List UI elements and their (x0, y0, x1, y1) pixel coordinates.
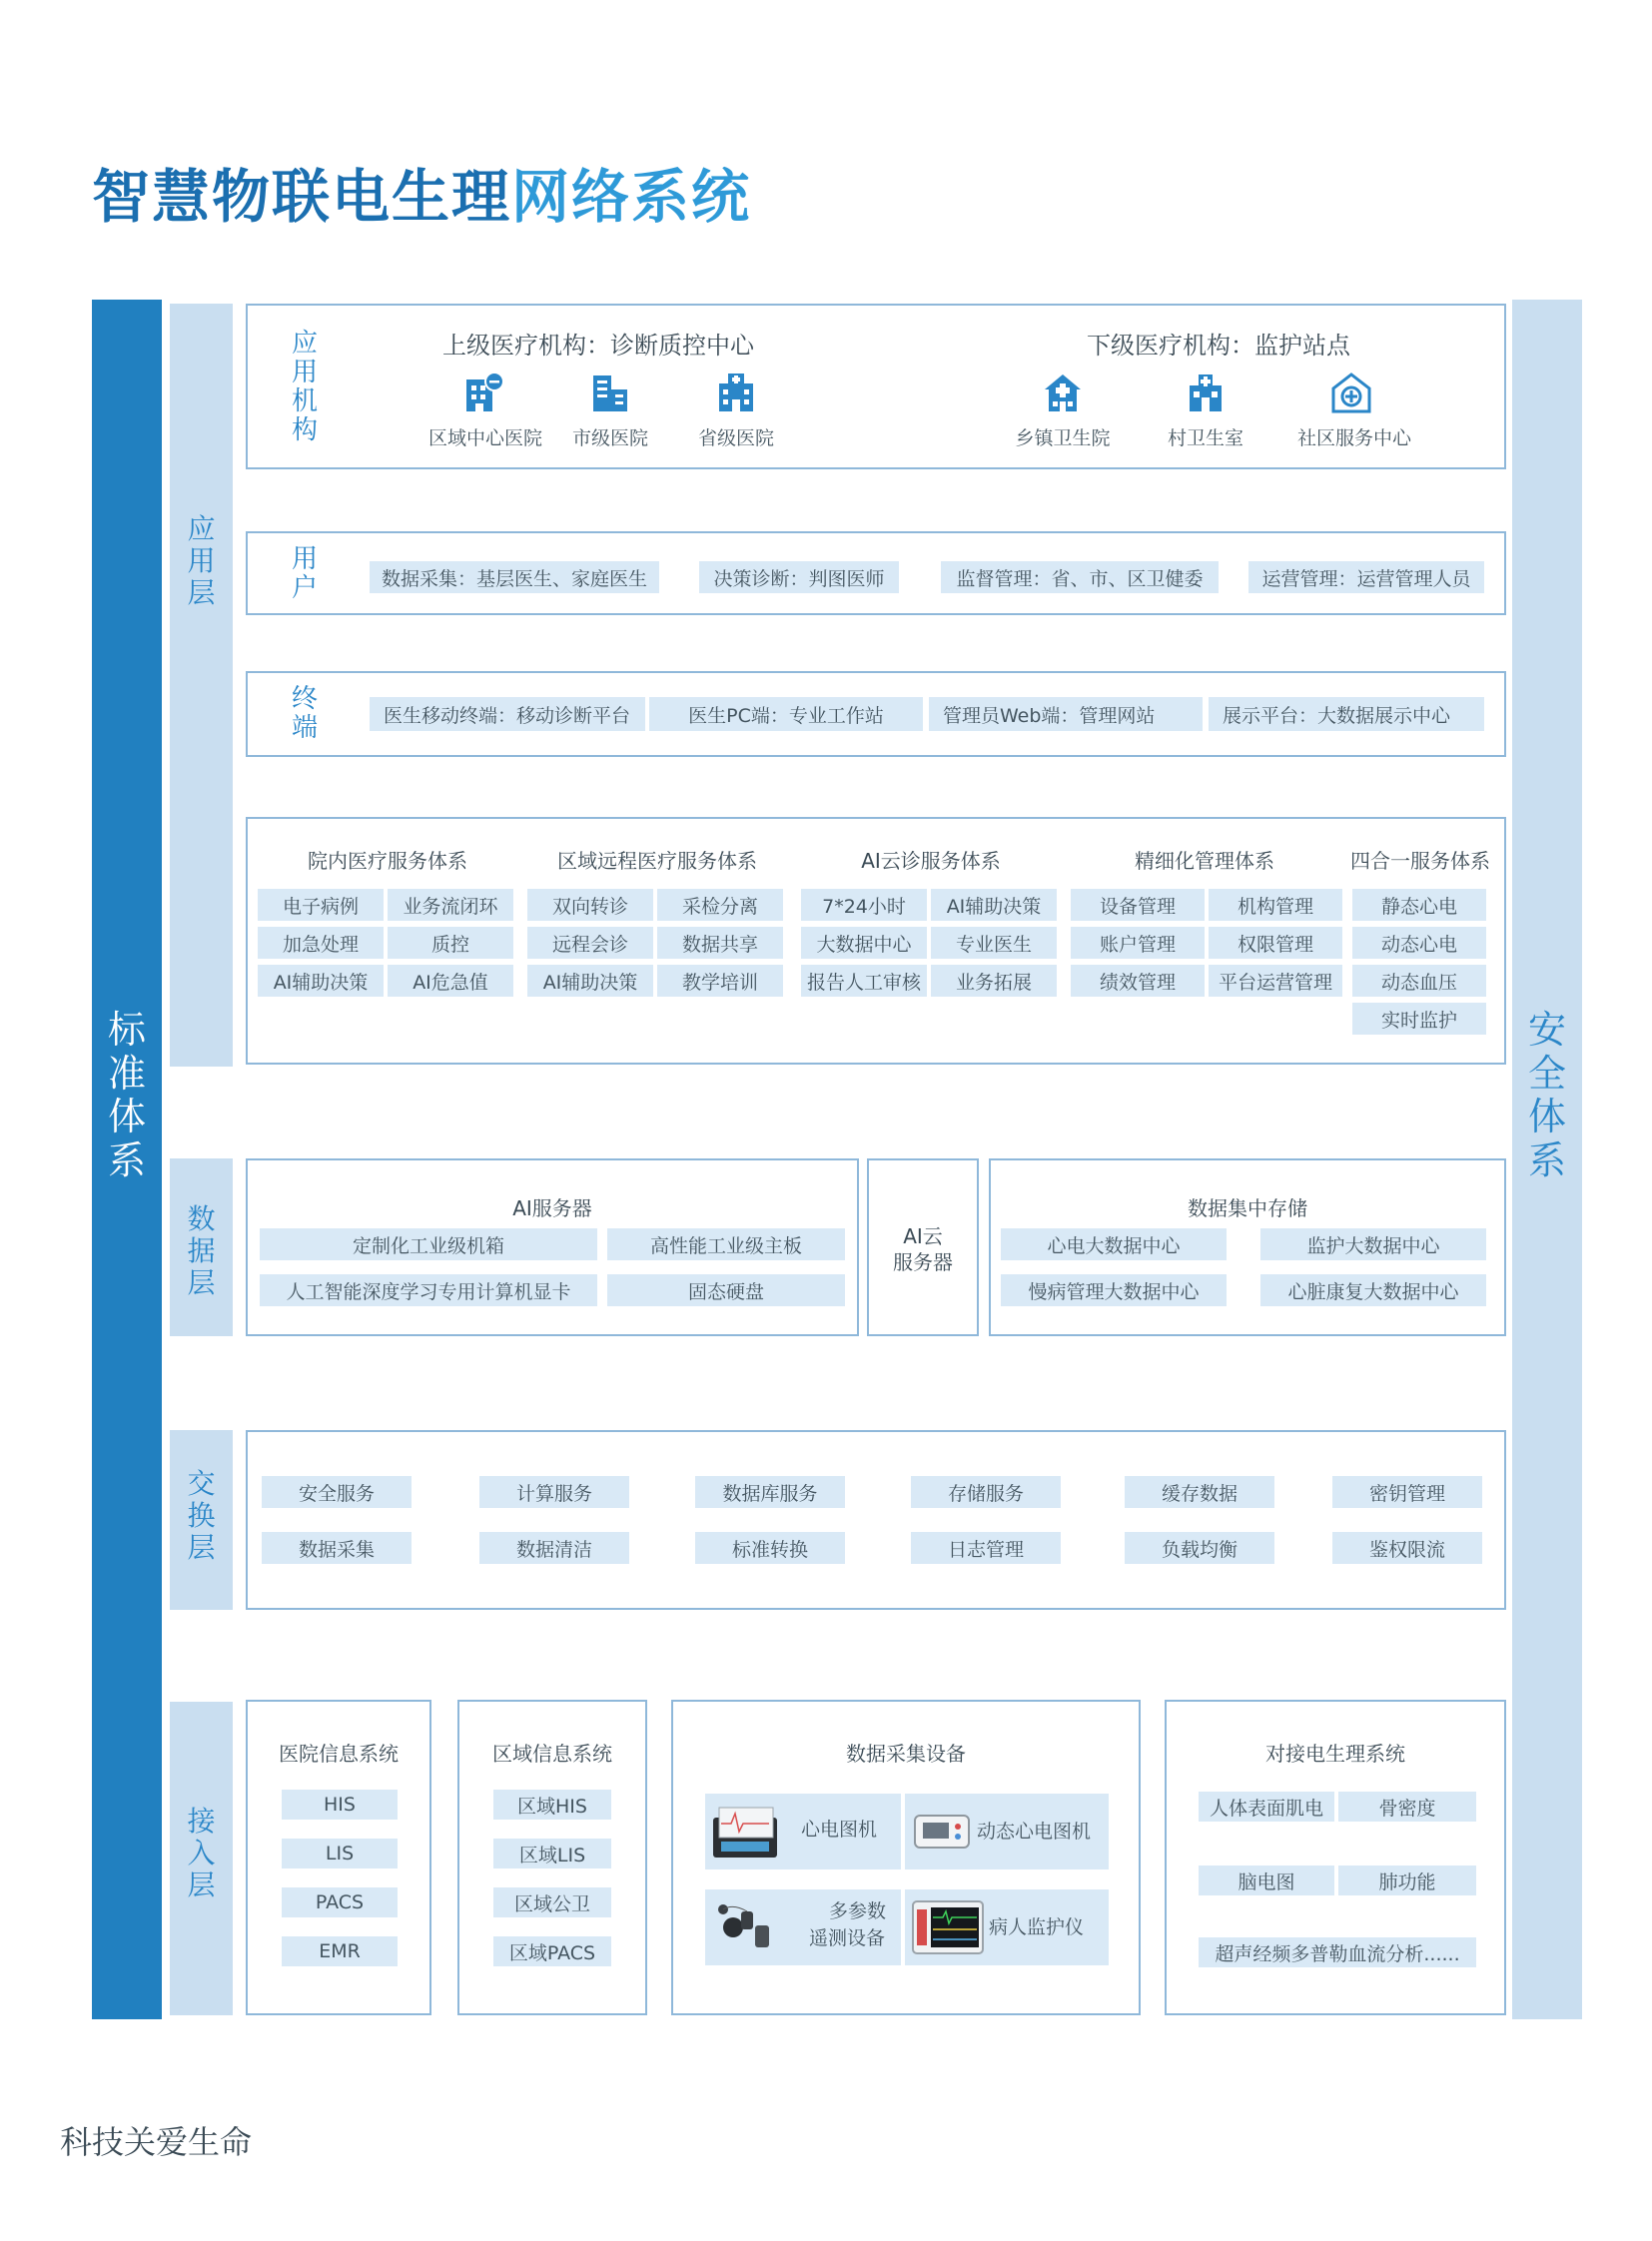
layer-data (170, 1158, 233, 1336)
storage-chip: 慢病管理大数据中心 (1001, 1274, 1227, 1306)
standards-bar-label: 标 准 体 系 (107, 1008, 146, 1183)
service-item: 教学培训 (657, 965, 783, 997)
service-item: 加急处理 (258, 927, 384, 959)
service-item: AI危急值 (388, 965, 513, 997)
regional-pacs-chip: 区域PACS (493, 1936, 611, 1966)
device-tile (705, 1889, 901, 1965)
ai-server-chip: 人工智能深度学习专用计算机显卡 (260, 1274, 597, 1306)
layer-access-label: 接 入 层 (187, 1805, 216, 1902)
service-item: 数据共享 (657, 927, 783, 959)
hospital-info-box (246, 1700, 431, 2015)
institutions-box (246, 304, 1506, 469)
service-item: 质控 (388, 927, 513, 959)
services-box (246, 817, 1506, 1065)
service-item: 机构管理 (1209, 889, 1342, 921)
ep-chip: 超声经频多普勒血流分析...... (1199, 1937, 1476, 1967)
layer-app (170, 304, 233, 1067)
devices-box (671, 1700, 1141, 2015)
service-item: 专业医生 (931, 927, 1057, 959)
hospital-icon (463, 372, 505, 413)
exchange-service: 鉴权限流 (1332, 1532, 1482, 1564)
ai-server-chip: 高性能工业级主板 (607, 1228, 845, 1260)
patient-monitor-icon (911, 1895, 985, 1959)
regional-info-box (457, 1700, 647, 2015)
user-chip: 监督管理：省、市、区卫健委 (941, 561, 1219, 593)
exchange-service: 存储服务 (911, 1476, 1061, 1508)
ep-chip: 脑电图 (1199, 1866, 1334, 1895)
device-label: 遥测设备 (809, 1927, 886, 1949)
terminal-chip: 医生移动终端：移动诊断平台 (370, 697, 645, 731)
exchange-service: 负载均衡 (1125, 1532, 1274, 1564)
clinic-icon (1185, 372, 1227, 413)
user-chip: 数据采集：基层医生、家庭医生 (370, 561, 659, 593)
telemetry-icon (711, 1897, 781, 1957)
service-item: 采检分离 (657, 889, 783, 921)
service-system-title: 院内医疗服务体系 (308, 849, 467, 873)
exchange-service: 密钥管理 (1332, 1476, 1482, 1508)
lower-org-title: 下级医疗机构：监护站点 (1087, 332, 1350, 360)
device-label: 动态心电图机 (977, 1821, 1092, 1843)
regional-his-chip: 区域HIS (493, 1790, 611, 1820)
service-item: 业务拓展 (931, 965, 1057, 997)
ep-system-title: 对接电生理系统 (1265, 1742, 1405, 1766)
service-item: 实时监护 (1352, 1003, 1486, 1035)
service-item: 设备管理 (1071, 889, 1205, 921)
device-tile (705, 1794, 901, 1869)
inst-label: 社区服务中心 (1296, 427, 1411, 449)
hospital-icon (589, 372, 631, 413)
regional-ph-chip: 区域公卫 (493, 1887, 611, 1917)
upper-org-title: 上级医疗机构：诊断质控中心 (442, 332, 754, 360)
layer-exchange-label: 交 换 层 (187, 1467, 216, 1565)
service-system-title: 四合一服务体系 (1350, 849, 1490, 873)
service-item: AI辅助决策 (931, 889, 1057, 921)
service-item: 报告人工审核 (801, 965, 927, 997)
security-bar (1512, 300, 1582, 2019)
terminals-label: 终 端 (291, 684, 318, 744)
device-tile (905, 1794, 1109, 1869)
storage-title: 数据集中存储 (1188, 1196, 1307, 1220)
service-item: 业务流闭环 (388, 889, 513, 921)
service-item: 权限管理 (1209, 927, 1342, 959)
ai-server-chip: 固态硬盘 (607, 1274, 845, 1306)
service-item: 账户管理 (1071, 927, 1205, 959)
terminals-box (246, 671, 1506, 757)
pacs-chip: PACS (282, 1887, 398, 1917)
service-system-title: 区域远程医疗服务体系 (557, 849, 757, 873)
service-item: 双向转诊 (527, 889, 653, 921)
regional-info-title: 区域信息系统 (492, 1742, 612, 1766)
lis-chip: LIS (282, 1839, 398, 1868)
layer-data-label: 数 据 层 (187, 1202, 216, 1300)
footer-slogan: 科技关爱生命 (60, 2123, 253, 2161)
hospital-info-title: 医院信息系统 (279, 1742, 399, 1766)
ai-cloud-line1: AI云 (903, 1224, 943, 1248)
service-item: 动态心电 (1352, 927, 1486, 959)
storage-chip: 心脏康复大数据中心 (1260, 1274, 1486, 1306)
regional-lis-chip: 区域LIS (493, 1839, 611, 1868)
ai-server-box (246, 1158, 859, 1336)
exchange-service: 数据库服务 (695, 1476, 845, 1508)
service-item: 电子病例 (258, 889, 384, 921)
ecg-machine-icon (711, 1802, 781, 1862)
inst-label: 区域中心医院 (427, 427, 542, 449)
page-title: 智慧物联电生理网络系统 (92, 163, 752, 231)
security-bar-label: 安 全 体 系 (1527, 1008, 1566, 1183)
storage-chip: 心电大数据中心 (1001, 1228, 1227, 1260)
service-item: 7*24小时 (801, 889, 927, 921)
exchange-service: 缓存数据 (1125, 1476, 1274, 1508)
layer-access (170, 1702, 233, 2015)
user-chip: 运营管理：运营管理人员 (1248, 561, 1484, 593)
exchange-service: 标准转换 (695, 1532, 845, 1564)
service-item: 大数据中心 (801, 927, 927, 959)
ep-chip: 人体表面肌电 (1199, 1792, 1334, 1822)
layer-app-label: 应 用 层 (187, 512, 216, 610)
service-item: AI辅助决策 (527, 965, 653, 997)
device-label: 病人监护仪 (989, 1916, 1085, 1938)
user-chip: 决策诊断：判图医师 (699, 561, 899, 593)
storage-box (989, 1158, 1506, 1336)
exchange-service: 日志管理 (911, 1532, 1061, 1564)
service-item: 动态血压 (1352, 965, 1486, 997)
service-system-title: 精细化管理体系 (1135, 849, 1274, 873)
ai-cloud-line2: 服务器 (893, 1250, 953, 1274)
institutions-label: 应 用 机 构 (291, 329, 318, 446)
terminal-chip: 管理员Web端：管理网站 (929, 697, 1203, 731)
terminal-chip: 展示平台：大数据展示中心 (1209, 697, 1484, 731)
inst-label: 乡镇卫生院 (1015, 427, 1111, 449)
ep-system-box (1165, 1700, 1506, 2015)
storage-chip: 监护大数据中心 (1260, 1228, 1486, 1260)
users-box (246, 531, 1506, 615)
service-item: AI辅助决策 (258, 965, 384, 997)
ai-server-title: AI服务器 (512, 1196, 592, 1220)
service-item: 绩效管理 (1071, 965, 1205, 997)
ep-chip: 肺功能 (1338, 1866, 1476, 1895)
ai-server-chip: 定制化工业级机箱 (260, 1228, 597, 1260)
hospital-icon (715, 372, 757, 413)
devices-title: 数据采集设备 (846, 1742, 966, 1766)
service-item: 静态心电 (1352, 889, 1486, 921)
exchange-box (246, 1430, 1506, 1610)
inst-label: 省级医院 (697, 427, 774, 449)
device-label: 多参数 (829, 1900, 887, 1922)
service-item: 远程会诊 (527, 927, 653, 959)
holter-icon (913, 1812, 971, 1852)
standards-bar (92, 300, 162, 2019)
exchange-service: 计算服务 (479, 1476, 629, 1508)
inst-label: 村卫生室 (1167, 427, 1243, 449)
exchange-service: 数据采集 (262, 1532, 412, 1564)
service-item: 平台运营管理 (1209, 965, 1342, 997)
users-label: 用 户 (291, 544, 318, 604)
exchange-service: 安全服务 (262, 1476, 412, 1508)
community-icon (1330, 372, 1372, 413)
inst-label: 市级医院 (571, 427, 648, 449)
emr-chip: EMR (282, 1936, 398, 1966)
device-tile (905, 1889, 1109, 1965)
service-system-title: AI云诊服务体系 (861, 849, 1001, 873)
layer-exchange (170, 1430, 233, 1610)
ep-chip: 骨密度 (1338, 1792, 1476, 1822)
clinic-icon (1041, 372, 1085, 413)
terminal-chip: 医生PC端：专业工作站 (649, 697, 923, 731)
his-chip: HIS (282, 1790, 398, 1820)
device-label: 心电图机 (801, 1819, 878, 1841)
exchange-service: 数据清洁 (479, 1532, 629, 1564)
ai-cloud-box (867, 1158, 979, 1336)
